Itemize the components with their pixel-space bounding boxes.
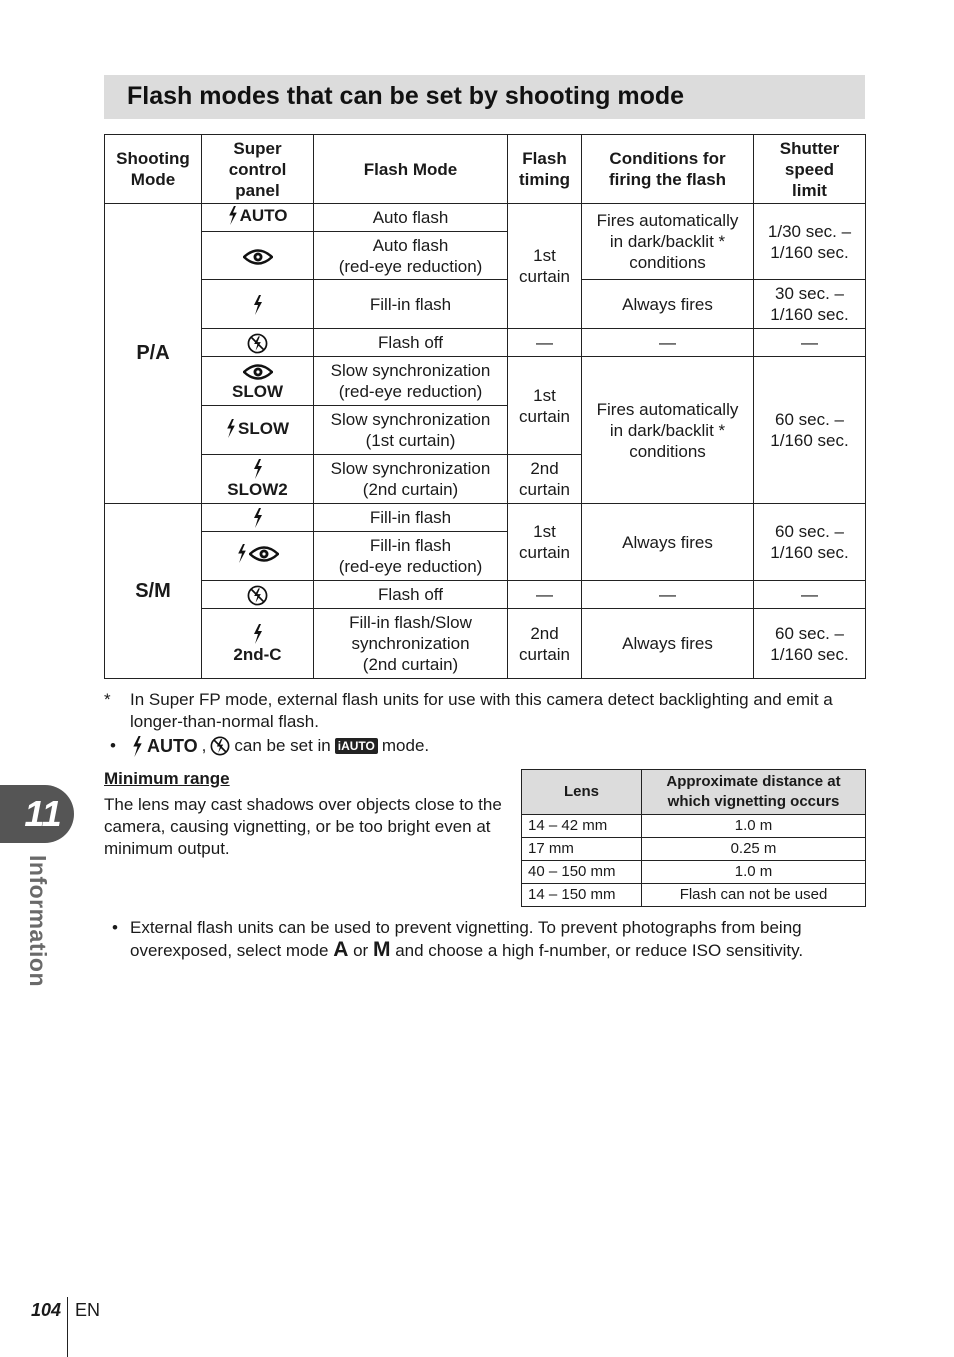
bullet-auto-note: [110, 735, 429, 757]
table-row: [105, 204, 866, 232]
header-text: timing: [519, 170, 570, 189]
page-footer: [31, 1300, 61, 1321]
vignetting-header-row: [522, 770, 866, 815]
timing-cell: [508, 204, 582, 329]
timing-cell: [508, 357, 582, 455]
cell-text: curtain: [518, 480, 571, 499]
header-text: Conditions for: [609, 149, 726, 168]
header-text: limit: [792, 180, 827, 200]
bullet-text-mid: can be set in: [234, 736, 331, 755]
cell-text: curtain: [518, 267, 571, 286]
red-eye-icon: [249, 545, 279, 563]
red-eye-icon: [243, 248, 273, 266]
flash-bolt-icon: [253, 624, 263, 644]
panel-fill-in: [202, 280, 314, 329]
bullet-dot: •: [112, 918, 118, 937]
footnote-text: In Super FP mode, external flash units for use with this camera detect backlighting and emit a longer-than-normal flash.: [130, 690, 833, 731]
table-row: [105, 581, 866, 609]
flash-bolt-icon: [253, 459, 263, 479]
flash-mode-cell: [314, 609, 508, 679]
header-shooting-mode: [105, 135, 202, 204]
page-title: Flash modes that can be set by shooting mode: [127, 82, 685, 110]
cell-text: 1/160 sec.: [770, 242, 849, 262]
panel-flash-off: [202, 329, 314, 357]
chapter-label: Information: [25, 855, 51, 987]
panel-label: SLOW: [232, 382, 283, 401]
shutter-cell: [754, 280, 866, 329]
header-text: Super: [233, 138, 282, 158]
cell-text: Fires automatically: [596, 399, 739, 419]
cell-text: (red-eye reduction): [338, 256, 483, 276]
cell-text: 60 sec. –: [775, 522, 844, 541]
title-bar: [104, 75, 865, 119]
bullet-external-text: [130, 917, 867, 962]
cell-text: 60 sec. –: [775, 410, 844, 429]
flash-mode-cell: [314, 357, 508, 406]
cell-text: 1/160 sec.: [770, 431, 849, 450]
flash-mode-cell: Fill-in flash: [314, 504, 508, 532]
text-part: External flash units can be used to prevent vignetting. To prevent photographs from being overexposed, select mode: [130, 918, 802, 960]
header-shutter: [754, 135, 866, 204]
panel-flash-slow: [202, 406, 314, 455]
table-row: [105, 280, 866, 329]
cell-text: Fill-in flash/Slow: [349, 613, 472, 632]
shutter-cell: —: [754, 581, 866, 609]
flash-mode-cell: Auto flash: [314, 204, 508, 232]
table-row: [522, 884, 866, 907]
panel-fill-in-red-eye: [202, 532, 314, 581]
conditions-cell: Always fires: [582, 609, 754, 679]
table-row: [105, 504, 866, 532]
panel-red-eye: [202, 232, 314, 280]
mode-a-letter: A: [333, 938, 349, 961]
flash-off-icon: [210, 736, 230, 756]
table-row: [105, 609, 866, 679]
timing-cell: —: [508, 581, 582, 609]
shutter-cell: [754, 204, 866, 280]
cell-text: 1st: [533, 522, 556, 541]
text-part: and choose a high f-number, or reduce ISO sensitivity.: [395, 941, 804, 960]
header-text: Mode: [130, 170, 176, 189]
footnote: [104, 689, 864, 733]
minimum-range-heading: Minimum range: [104, 769, 230, 788]
text-part: or: [353, 941, 369, 960]
shutter-cell: [754, 357, 866, 504]
cell-text: Slow synchronization: [330, 361, 491, 380]
cell-text: 1/160 sec.: [770, 644, 849, 664]
panel-label: 2nd-C: [233, 644, 282, 664]
timing-cell: [508, 609, 582, 679]
table-row: [522, 861, 866, 884]
header-text: speed: [784, 159, 835, 179]
panel-label: AUTO: [239, 206, 288, 225]
flash-off-icon: [247, 585, 268, 606]
flash-mode-cell: [314, 406, 508, 455]
cell-text: (1st curtain): [365, 431, 456, 450]
distance-cell: 0.25 m: [642, 838, 866, 861]
cell-text: Fires automatically: [596, 211, 739, 230]
conditions-cell: [582, 357, 754, 504]
panel-fill-in: [202, 504, 314, 532]
timing-cell: [508, 504, 582, 581]
header-text: Shutter: [779, 138, 840, 158]
cell-text: Slow synchronization: [330, 459, 491, 478]
lens-cell: 40 – 150 mm: [522, 861, 642, 884]
conditions-cell: Always fires: [582, 504, 754, 581]
page-number: 104: [31, 1300, 62, 1320]
header-text: firing the flash: [608, 170, 727, 189]
cell-text: 2nd: [530, 459, 559, 478]
header-timing: [508, 135, 582, 204]
cell-text: Fill-in flash: [369, 536, 452, 555]
table-row: [522, 815, 866, 838]
cell-text: in dark/backlit *: [609, 420, 726, 440]
auto-label: AUTO: [146, 736, 198, 756]
header-text: Flash: [522, 149, 567, 168]
minimum-range-body: The lens may cast shadows over objects close to the camera, causing vignetting, or be too bright even at minimum output.: [104, 795, 502, 858]
flash-off-icon: [247, 333, 268, 354]
flash-mode-cell: Flash off: [314, 581, 508, 609]
table-row: [105, 329, 866, 357]
vignetting-table: [521, 769, 866, 907]
bullet-dot: •: [110, 736, 116, 755]
cell-text: in dark/backlit *: [609, 232, 726, 251]
panel-flash-slow2: [202, 455, 314, 504]
header-panel: [202, 135, 314, 204]
shutter-cell: —: [754, 329, 866, 357]
table-header-row: [105, 135, 866, 204]
header-text: panel: [235, 180, 280, 200]
lens-cell: 14 – 150 mm: [522, 884, 642, 907]
lens-cell: 17 mm: [522, 838, 642, 861]
header-text: Shooting: [116, 149, 190, 168]
flash-mode-cell: [314, 232, 508, 280]
flash-bolt-icon: [226, 419, 236, 438]
mode-pa: P/A: [105, 204, 202, 504]
cell-text: conditions: [629, 441, 706, 461]
panel-flash-auto: [202, 204, 314, 232]
cell-text: Slow synchronization: [330, 410, 491, 429]
panel-red-eye-slow: [202, 357, 314, 406]
cell-text: (2nd curtain): [362, 480, 459, 499]
footnote-marker: *: [104, 690, 111, 709]
flash-bolt-icon: [132, 736, 143, 757]
distance-cell: 1.0 m: [642, 861, 866, 884]
flash-mode-cell: Flash off: [314, 329, 508, 357]
red-eye-icon: [243, 363, 273, 381]
panel-2nd-c: [202, 609, 314, 679]
timing-cell: —: [508, 329, 582, 357]
header-text: control: [228, 159, 287, 179]
conditions-cell: —: [582, 329, 754, 357]
cell-text: (red-eye reduction): [338, 382, 483, 401]
panel-flash-off: [202, 581, 314, 609]
header-conditions: [582, 135, 754, 204]
table-row: [105, 357, 866, 406]
mode-sm: S/M: [105, 504, 202, 679]
bullet-text-end: mode.: [381, 736, 430, 755]
flash-bolt-icon: [253, 295, 263, 315]
cell-text: conditions: [629, 253, 706, 272]
conditions-cell: —: [582, 581, 754, 609]
panel-label: SLOW2: [227, 480, 288, 500]
flash-bolt-icon: [237, 544, 247, 563]
shutter-cell: [754, 504, 866, 581]
cell-text: Auto flash: [372, 235, 449, 255]
cell-text: 1st: [533, 385, 556, 405]
header-lens: Lens: [522, 770, 642, 815]
cell-text: 1/160 sec.: [770, 543, 849, 562]
footer-divider: [67, 1297, 68, 1357]
conditions-cell: Always fires: [582, 280, 754, 329]
comma: ,: [201, 736, 207, 755]
cell-text: synchronization: [351, 634, 470, 653]
iauto-badge-icon: iAUTO: [335, 738, 378, 754]
chapter-number: 11: [24, 793, 62, 834]
cell-text: 60 sec. –: [775, 623, 844, 643]
flash-bolt-icon: [253, 508, 263, 528]
table-row: [522, 838, 866, 861]
flash-mode-cell: Fill-in flash: [314, 280, 508, 329]
distance-cell: Flash can not be used: [642, 884, 866, 907]
cell-text: 30 sec. –: [775, 284, 844, 303]
bullet-external-flash: [112, 917, 867, 962]
lens-cell: 14 – 42 mm: [522, 815, 642, 838]
cell-text: (2nd curtain): [362, 655, 459, 674]
cell-text: (red-eye reduction): [338, 557, 483, 576]
panel-label: SLOW: [238, 418, 289, 438]
header-flash-mode: Flash Mode: [314, 135, 508, 204]
flash-mode-cell: [314, 455, 508, 504]
shutter-cell: [754, 609, 866, 679]
minimum-range-section: [104, 768, 509, 860]
timing-cell: [508, 455, 582, 504]
mode-m-letter: M: [372, 938, 391, 961]
page-language: EN: [75, 1300, 101, 1320]
header-distance: Approximate distance at which vignetting occurs: [642, 770, 866, 815]
cell-text: 2nd: [530, 623, 559, 643]
cell-text: curtain: [518, 406, 571, 426]
flash-bolt-icon: [228, 206, 238, 225]
cell-text: 1/160 sec.: [770, 305, 849, 324]
cell-text: 1st: [533, 246, 556, 265]
cell-text: curtain: [518, 644, 571, 664]
distance-cell: 1.0 m: [642, 815, 866, 838]
cell-text: curtain: [518, 543, 571, 562]
chapter-side-label: [23, 855, 53, 990]
flash-modes-table: [104, 134, 866, 679]
cell-text: 1/30 sec. –: [767, 221, 852, 241]
conditions-cell: [582, 204, 754, 280]
flash-mode-cell: [314, 532, 508, 581]
